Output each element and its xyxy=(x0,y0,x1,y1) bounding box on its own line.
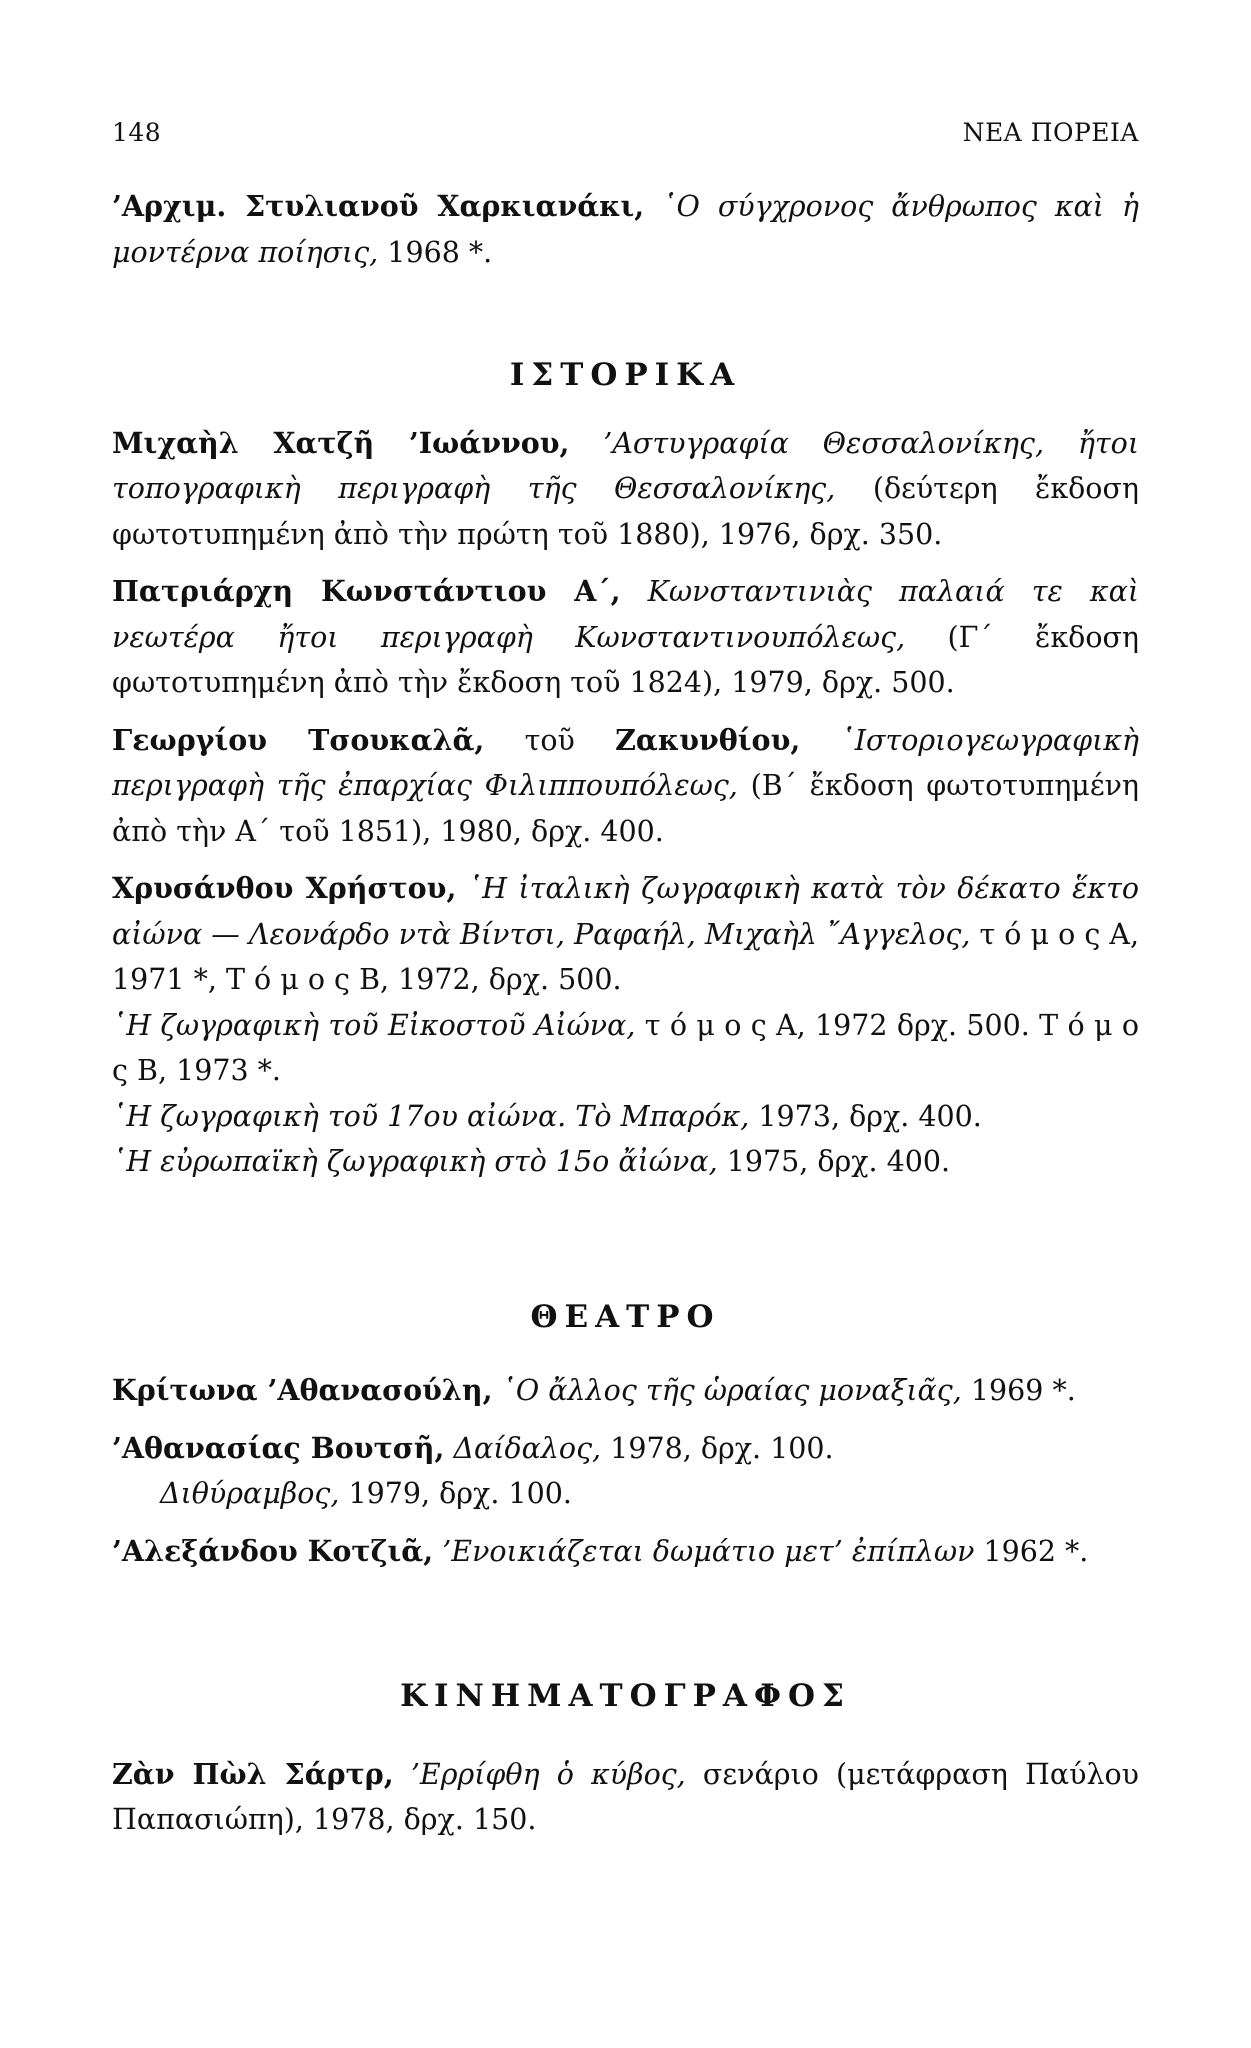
entry-details: 1978, δρχ. 100. xyxy=(601,1431,834,1465)
entry-title: ῾Ο σύγχρονος ἄνθρωπος καὶ ἡ μοντέρνα ποίησις, xyxy=(112,190,1139,269)
entry-title: ’Ερρίφθη ὁ κύβος, xyxy=(393,1757,686,1791)
bibliography-entry xyxy=(112,1003,1139,1094)
entry-author: Χρυσάνθου Χρήστου, xyxy=(112,871,457,905)
page-content xyxy=(112,184,1139,1843)
entry-title: ῾Ιστοριογεωγραφικὴ περιγραφὴ τῆς ἐπαρχίας Φιλιππουπόλεως, xyxy=(112,723,1140,802)
entry-title: Δαίδαλος, xyxy=(444,1431,602,1465)
entry-title: ’Αστυγραφία Θεσσαλονίκης, ἤτοι τοπογραφικὴ περιγραφὴ τῆς Θεσσαλονίκης, xyxy=(112,426,1139,505)
entry-author: ’Αλεξάνδου Κοτζιᾶ, xyxy=(112,1533,434,1568)
entry-title: ῾Η ἰταλικὴ ζωγραφικὴ κατὰ τὸν δέκατο ἕκτο αἰώνα — Λεονάρδο ντὰ Βίντσι, Ραφαήλ, Μιχαὴλ ῎Αγγελος, xyxy=(112,872,1139,951)
bibliography-entry xyxy=(112,1368,1139,1414)
bibliography-entry xyxy=(112,421,1139,558)
entry-title: ’Ενοικιάζεται δωμάτιο μετ’ ἐπίπλων xyxy=(433,1534,975,1568)
bibliography-entry xyxy=(112,866,1139,1003)
entry-title: ῾Η ζωγραφικὴ τοῦ Εἰκοστοῦ Αἰώνα, xyxy=(112,1008,636,1042)
bibliography-entry xyxy=(112,1139,1139,1185)
entry-author: Μιχαὴλ Χατζῆ ’Ιωάννου, xyxy=(112,425,570,460)
entry-details: σενάριο (μετάφραση Παύλου Παπασιώπη), 1978, δρχ. 150. xyxy=(112,1757,1139,1836)
entry-title: ῾Η εὐρωπαϊκὴ ζωγραφικὴ στὸ 15ο ἄἰώνα, xyxy=(112,1145,718,1178)
bibliography-entry xyxy=(112,1471,1139,1517)
section-heading-history: ΙΣΤΟΡΙΚΑ xyxy=(509,357,742,393)
entry-author: Γεωργίου Τσουκαλᾶ, xyxy=(112,722,485,757)
bibliography-entry xyxy=(112,1094,1139,1140)
entry-details: 1969 *. xyxy=(961,1374,1076,1407)
bibliography-entry xyxy=(112,569,1139,706)
entry-author: Ζὰν Πὼλ Σάρτρ, xyxy=(112,1756,394,1791)
bibliography-entry xyxy=(112,718,1139,855)
entry-details: 1968 *. xyxy=(378,235,493,269)
entry-details: 1962 *. xyxy=(974,1534,1089,1568)
entry-author: Κρίτωνα ’Αθανασούλη, xyxy=(112,1373,493,1407)
entry-details: 1973, δρχ. 400. xyxy=(749,1099,982,1133)
running-header xyxy=(112,118,1139,147)
journal-title: ΝΕΑ ΠΟΡΕΙΑ xyxy=(962,118,1139,147)
entry-title: Κωνσταντινιὰς παλαιά τε καὶ νεωτέρα ἤτοι περιγραφὴ Κωνσταντινουπόλεως, xyxy=(112,575,1139,654)
entry-details: 1975, δρχ. 400. xyxy=(717,1145,951,1178)
entry-details: (Β΄ ἔκδοση φωτοτυπημένη ἀπὸ τὴν Α΄ τοῦ 1851), 1980, δρχ. 400. xyxy=(112,769,1139,848)
entry-details: τ ό μ ο ς Α, 1972 δρχ. 500. Τ ό μ ο ς Β, 1973 *. xyxy=(112,1008,1140,1087)
entry-author: ’Αρχιμ. Στυλιανοῦ Χαρκιανάκι, xyxy=(112,189,645,223)
entry-author: Πατριάρχη Κωνστάντιου Α΄, xyxy=(112,574,621,608)
page-number: 148 xyxy=(112,118,162,147)
entry-title: ῾Η ζωγραφικὴ τοῦ 17ου αἰώνα. Τὸ Μπαρόκ, xyxy=(112,1099,750,1133)
entry-title: Διθύραμβος, xyxy=(160,1477,340,1510)
bibliography-entry xyxy=(112,1529,1139,1575)
entry-details: (δεύτερη ἔκδοση φωτοτυπημένη ἀπὸ τὴν πρώτη τοῦ 1880), 1976, δρχ. 350. xyxy=(112,472,1139,551)
section-heading-cinema: ΚΙΝΗΜΑΤΟΓΡΑΦΟΣ xyxy=(400,1678,851,1714)
entry-author-origin: Ζακυνθίου, xyxy=(615,722,801,757)
entry-details: 1979, δρχ. 100. xyxy=(339,1477,572,1510)
bibliography-entry xyxy=(112,1752,1139,1843)
entry-title: ῾Ο ἄλλος τῆς ὡραίας μοναξιᾶς, xyxy=(492,1374,962,1407)
section-heading-theatre: ΘΕΑΤΡΟ xyxy=(530,1298,721,1335)
entry-connector: τοῦ xyxy=(484,723,616,757)
bibliography-entry xyxy=(112,184,1139,275)
entry-details: τ ό μ ο ς Α, 1971 *, Τ ό μ ο ς Β, 1972, δρχ. 500. xyxy=(112,917,1139,996)
entry-details: (Γ΄ ἔκδοση φωτοτυπημένη ἀπὸ τὴν ἔκδοση τοῦ 1824), 1979, δρχ. 500. xyxy=(112,620,1140,699)
bibliography-entry xyxy=(112,1426,1139,1472)
entry-author: ’Αθανασίας Βουτσῆ, xyxy=(112,1430,445,1465)
